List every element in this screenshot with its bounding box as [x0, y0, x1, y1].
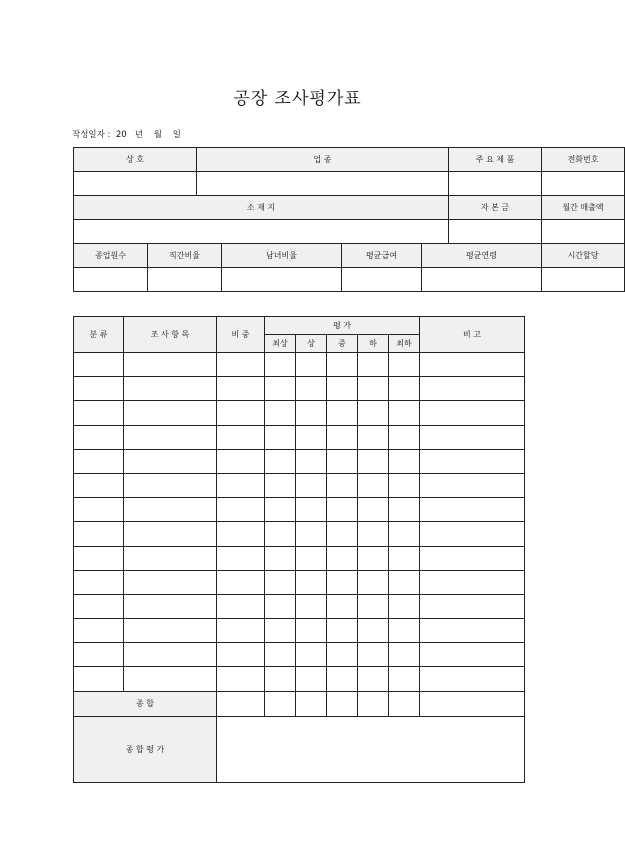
total-weight-cell[interactable] — [217, 691, 265, 716]
grade-cell[interactable] — [327, 449, 358, 473]
weight-cell[interactable] — [217, 643, 265, 667]
capital-field[interactable] — [449, 220, 542, 244]
avg-age-label: 평균연령 — [422, 244, 542, 268]
remarks-cell[interactable] — [420, 498, 525, 522]
grade-cell[interactable] — [265, 473, 296, 497]
grade-cell[interactable] — [389, 473, 420, 497]
item-cell[interactable] — [124, 401, 217, 425]
item-cell[interactable] — [124, 570, 217, 594]
category-cell[interactable] — [74, 594, 124, 618]
location-field[interactable] — [74, 220, 449, 244]
item-cell[interactable] — [124, 449, 217, 473]
grade-worst-header: 최하 — [389, 335, 420, 353]
grade-cell[interactable] — [358, 667, 389, 691]
weight-header: 비 중 — [217, 317, 265, 353]
grade-cell[interactable] — [389, 449, 420, 473]
item-cell[interactable] — [124, 643, 217, 667]
table-row — [74, 498, 525, 522]
item-cell[interactable] — [124, 619, 217, 643]
table-row — [74, 546, 525, 570]
item-cell[interactable] — [124, 353, 217, 377]
remarks-cell[interactable] — [420, 546, 525, 570]
grade-cell[interactable] — [265, 401, 296, 425]
remarks-cell[interactable] — [420, 425, 525, 449]
item-header: 조 사 항 목 — [124, 317, 217, 353]
grade-cell[interactable] — [358, 353, 389, 377]
main-product-label: 주 요 제 품 — [449, 148, 542, 172]
grade-cell[interactable] — [265, 449, 296, 473]
grade-cell[interactable] — [389, 425, 420, 449]
remarks-cell[interactable] — [420, 449, 525, 473]
grade-cell[interactable] — [296, 449, 327, 473]
category-cell[interactable] — [74, 667, 124, 691]
overall-evaluation-label: 종 합 평 가 — [74, 716, 217, 782]
category-cell[interactable] — [74, 570, 124, 594]
weight-cell[interactable] — [217, 667, 265, 691]
industry-field[interactable] — [197, 172, 449, 196]
table-row — [74, 522, 525, 546]
direct-ratio-label: 직간비율 — [148, 244, 222, 268]
weight-cell[interactable] — [217, 401, 265, 425]
remarks-cell[interactable] — [420, 619, 525, 643]
grade-cell[interactable] — [265, 498, 296, 522]
table-row — [74, 667, 525, 691]
grade-cell[interactable] — [296, 570, 327, 594]
item-cell[interactable] — [124, 522, 217, 546]
grade-cell[interactable] — [327, 619, 358, 643]
grade-cell[interactable] — [265, 594, 296, 618]
grade-cell[interactable] — [358, 522, 389, 546]
grade-cell[interactable] — [265, 377, 296, 401]
direct-ratio-field[interactable] — [148, 268, 222, 292]
grade-cell[interactable] — [327, 594, 358, 618]
phone-field[interactable] — [542, 172, 625, 196]
company-name-label: 상 호 — [74, 148, 197, 172]
grade-good-header: 상 — [296, 335, 327, 353]
grade-cell[interactable] — [389, 353, 420, 377]
grade-cell[interactable] — [327, 522, 358, 546]
grade-cell[interactable] — [265, 546, 296, 570]
table-row — [74, 570, 525, 594]
grade-cell[interactable] — [358, 546, 389, 570]
grade-cell[interactable] — [296, 353, 327, 377]
remarks-cell[interactable] — [420, 594, 525, 618]
grade-cell[interactable] — [358, 473, 389, 497]
remarks-cell[interactable] — [420, 570, 525, 594]
company-name-field[interactable] — [74, 172, 197, 196]
grade-cell[interactable] — [327, 498, 358, 522]
weight-cell[interactable] — [217, 377, 265, 401]
category-cell[interactable] — [74, 546, 124, 570]
grade-cell[interactable] — [327, 473, 358, 497]
rating-header: 평 가 — [265, 317, 420, 335]
item-cell[interactable] — [124, 498, 217, 522]
total-grade-cell[interactable] — [296, 691, 327, 716]
grade-cell[interactable] — [327, 570, 358, 594]
grade-cell[interactable] — [389, 377, 420, 401]
weight-cell[interactable] — [217, 449, 265, 473]
weight-cell[interactable] — [217, 353, 265, 377]
grade-cell[interactable] — [358, 377, 389, 401]
grade-cell[interactable] — [327, 377, 358, 401]
item-cell[interactable] — [124, 546, 217, 570]
table-row — [74, 353, 525, 377]
grade-cell[interactable] — [389, 498, 420, 522]
gender-ratio-label: 남녀비율 — [222, 244, 342, 268]
grade-poor-header: 하 — [358, 335, 389, 353]
grade-cell[interactable] — [296, 377, 327, 401]
monthly-sales-field[interactable] — [542, 220, 625, 244]
grade-cell[interactable] — [389, 643, 420, 667]
grade-cell[interactable] — [389, 667, 420, 691]
remarks-cell[interactable] — [420, 643, 525, 667]
category-cell[interactable] — [74, 425, 124, 449]
weight-cell[interactable] — [217, 498, 265, 522]
grade-cell[interactable] — [358, 425, 389, 449]
main-product-field[interactable] — [449, 172, 542, 196]
grade-cell[interactable] — [358, 619, 389, 643]
total-remarks-cell[interactable] — [420, 691, 525, 716]
table-row — [74, 401, 525, 425]
weight-cell[interactable] — [217, 546, 265, 570]
grade-cell[interactable] — [327, 546, 358, 570]
grade-cell[interactable] — [265, 570, 296, 594]
grade-average-header: 중 — [327, 335, 358, 353]
total-grade-cell[interactable] — [358, 691, 389, 716]
weight-cell[interactable] — [217, 473, 265, 497]
gender-ratio-field[interactable] — [222, 268, 342, 292]
grade-cell[interactable] — [389, 594, 420, 618]
category-cell[interactable] — [74, 619, 124, 643]
remarks-cell[interactable] — [420, 473, 525, 497]
grade-cell[interactable] — [327, 425, 358, 449]
item-cell[interactable] — [124, 667, 217, 691]
remarks-cell[interactable] — [420, 522, 525, 546]
category-header: 분 류 — [74, 317, 124, 353]
overall-evaluation-field[interactable] — [217, 716, 525, 782]
grade-cell[interactable] — [389, 401, 420, 425]
monthly-sales-label: 월간 매출액 — [542, 196, 625, 220]
avg-age-field[interactable] — [422, 268, 542, 292]
item-cell[interactable] — [124, 594, 217, 618]
capital-label: 자 본 금 — [449, 196, 542, 220]
grade-cell[interactable] — [296, 619, 327, 643]
grade-cell[interactable] — [327, 667, 358, 691]
employees-label: 종업원수 — [74, 244, 148, 268]
item-cell[interactable] — [124, 377, 217, 401]
grade-cell[interactable] — [389, 619, 420, 643]
grade-cell[interactable] — [265, 643, 296, 667]
grade-excellent-header: 최상 — [265, 335, 296, 353]
table-row — [74, 619, 525, 643]
page-title: 공장 조사평가표 — [233, 89, 362, 109]
grade-cell[interactable] — [327, 401, 358, 425]
employees-field[interactable] — [74, 268, 148, 292]
table-row — [74, 377, 525, 401]
grade-cell[interactable] — [296, 522, 327, 546]
category-cell[interactable] — [74, 353, 124, 377]
company-info-table — [73, 147, 625, 292]
weight-cell[interactable] — [217, 522, 265, 546]
grade-cell[interactable] — [296, 473, 327, 497]
remarks-header: 비 고 — [420, 317, 525, 353]
grade-cell[interactable] — [296, 643, 327, 667]
category-cell[interactable] — [74, 449, 124, 473]
time-alloc-label: 시간할당 — [542, 244, 625, 268]
grade-cell[interactable] — [265, 667, 296, 691]
grade-cell[interactable] — [327, 643, 358, 667]
weight-cell[interactable] — [217, 425, 265, 449]
category-cell[interactable] — [74, 498, 124, 522]
grade-cell[interactable] — [327, 353, 358, 377]
grade-cell[interactable] — [296, 667, 327, 691]
date-line: 작성일자 : 20 년 월 일 — [72, 130, 181, 140]
evaluation-table — [73, 316, 525, 783]
avg-wage-label: 평균급여 — [342, 244, 422, 268]
grade-cell[interactable] — [296, 546, 327, 570]
table-row — [74, 449, 525, 473]
grade-cell[interactable] — [296, 498, 327, 522]
grade-cell[interactable] — [358, 570, 389, 594]
grade-cell[interactable] — [358, 643, 389, 667]
avg-wage-field[interactable] — [342, 268, 422, 292]
remarks-cell[interactable] — [420, 401, 525, 425]
grade-cell[interactable] — [358, 594, 389, 618]
grade-cell[interactable] — [265, 353, 296, 377]
remarks-cell[interactable] — [420, 353, 525, 377]
table-row — [74, 594, 525, 618]
category-cell[interactable] — [74, 377, 124, 401]
total-grade-cell[interactable] — [389, 691, 420, 716]
industry-label: 업 종 — [197, 148, 449, 172]
phone-label: 전화번호 — [542, 148, 625, 172]
grade-cell[interactable] — [358, 449, 389, 473]
item-cell[interactable] — [124, 473, 217, 497]
remarks-cell[interactable] — [420, 377, 525, 401]
category-cell[interactable] — [74, 522, 124, 546]
table-row — [74, 425, 525, 449]
grade-cell[interactable] — [389, 546, 420, 570]
grade-cell[interactable] — [358, 401, 389, 425]
grade-cell[interactable] — [296, 401, 327, 425]
category-cell[interactable] — [74, 401, 124, 425]
total-grade-cell[interactable] — [265, 691, 296, 716]
remarks-cell[interactable] — [420, 667, 525, 691]
total-label: 종 합 — [74, 691, 217, 716]
table-row — [74, 643, 525, 667]
grade-cell[interactable] — [296, 425, 327, 449]
weight-cell[interactable] — [217, 619, 265, 643]
weight-cell[interactable] — [217, 570, 265, 594]
grade-cell[interactable] — [389, 570, 420, 594]
grade-cell[interactable] — [265, 425, 296, 449]
grade-cell[interactable] — [265, 522, 296, 546]
item-cell[interactable] — [124, 425, 217, 449]
grade-cell[interactable] — [389, 522, 420, 546]
grade-cell[interactable] — [358, 498, 389, 522]
grade-cell[interactable] — [296, 594, 327, 618]
total-grade-cell[interactable] — [327, 691, 358, 716]
time-alloc-field[interactable] — [542, 268, 625, 292]
weight-cell[interactable] — [217, 594, 265, 618]
grade-cell[interactable] — [265, 619, 296, 643]
table-row — [74, 473, 525, 497]
category-cell[interactable] — [74, 473, 124, 497]
category-cell[interactable] — [74, 643, 124, 667]
location-label: 소 재 지 — [74, 196, 449, 220]
